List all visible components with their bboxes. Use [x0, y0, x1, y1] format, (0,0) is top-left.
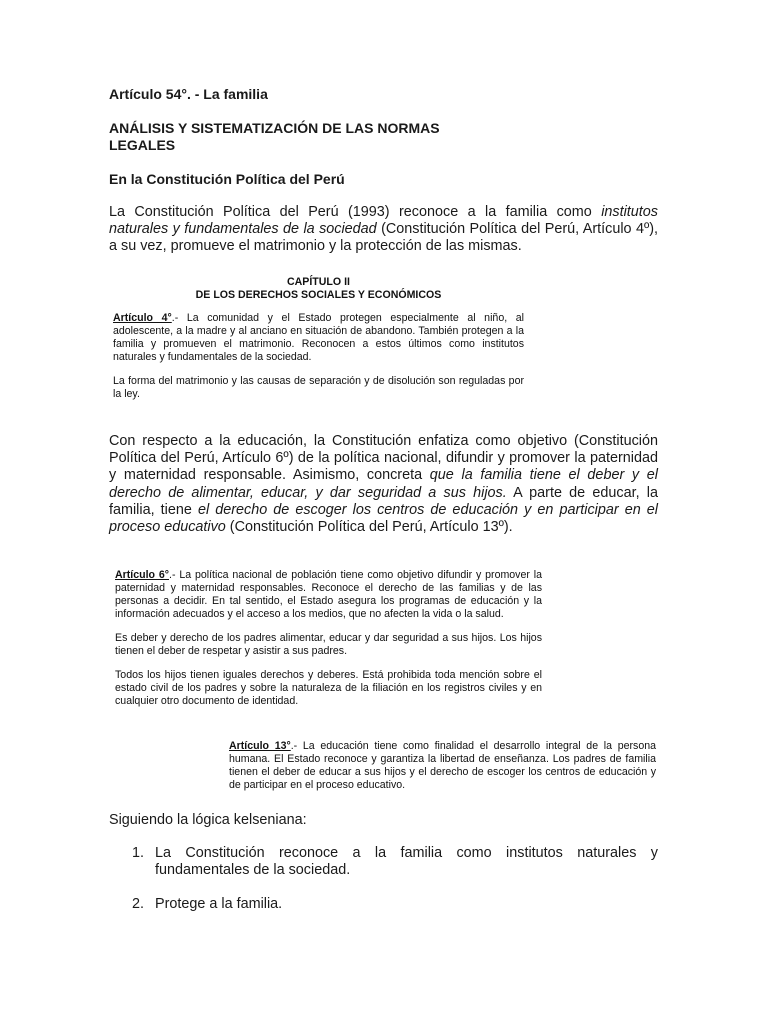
chapter-number: CAPÍTULO II: [287, 276, 350, 288]
excerpt-article-6-text-2: Es deber y derecho de los padres alimentar, educar y dar seguridad a sus hijos. Los hijos tienen el deber de respetar y asistir a sus padres.: [115, 632, 542, 657]
paragraph-intro: La Constitución Política del Perú (1993) reconoce a la familia como institutos naturales y fundamentales de la sociedad (Constitución Política del Perú, Artículo 4º), a su vez, promueve el matrimonio y la protección de las mismas.: [109, 204, 658, 255]
numbered-list: [109, 845, 658, 914]
chapter-title: [113, 276, 524, 302]
list-item-number: 2.: [132, 896, 145, 913]
excerpt-article-4-text-2: La forma del matrimonio y las causas de separación y de disolución son reguladas por la ley.: [113, 375, 524, 400]
list-item-text: Protege a la familia.: [155, 896, 283, 913]
article-4-label: Artículo 4°: [113, 312, 172, 324]
paragraph-kelsen: Siguiendo la lógica kelseniana:: [109, 812, 307, 828]
excerpt-article-6-text-3: Todos los hijos tienen iguales derechos y deberes. Está prohibida toda mención sobre el estado civil de los padres y sobre la naturaleza de la filiación en los registros civiles y en cualquier otro documento de identidad.: [115, 669, 542, 707]
article-heading: Artículo 54°. - La familia: [109, 86, 268, 102]
excerpt-article-6-text: Artículo 6°.- La política nacional de población tiene como objetivo difundir y promover la paternidad y maternidad responsables. Reconoce el derecho de las familias y de las personas a decidir. En tal sentido, el Estado asegura los programas de educación y la información adecuados y el acceso a los medios, que no afecten la vida o la salud.: [115, 569, 542, 620]
excerpt-article-6: [115, 569, 542, 708]
excerpt-article-13-text: Artículo 13°.- La educación tiene como finalidad el desarrollo integral de la persona humana. El Estado reconoce y garantiza la libertad de enseñanza. Los padres de familia tienen el deber de educar a sus hijos y el derecho de escoger los centros de educación y de participar en el proceso educativo.: [229, 740, 656, 791]
list-item-number: 1.: [132, 845, 145, 861]
excerpt-article-13: [229, 740, 656, 792]
chapter-name: DE LOS DERECHOS SOCIALES Y ECONÓMICOS: [195, 289, 442, 301]
analysis-heading: ANÁLISIS Y SISTEMATIZACIÓN DE LAS NORMAS LEGALES: [109, 120, 440, 153]
article-6-label: Artículo 6°: [115, 569, 169, 581]
list-item: [109, 896, 658, 913]
excerpt-article-4: [113, 312, 524, 401]
paragraph-education: Con respecto a la educación, la Constitución enfatiza como objetivo (Constitución Política del Perú, Artículo 6º) de la política nacional, difundir y promover la paternidad y maternidad responsable. Asimismo, concreta que la familia tiene el deber y el derecho de alimentar, educar, y dar seguridad a sus hijos. A parte de educar, la familia, tiene el derecho de escoger los centros de educación y en participar en el proceso educativo (Constitución Política del Perú, Artículo 13º).: [109, 433, 659, 536]
excerpt-article-4-text: Artículo 4°.- La comunidad y el Estado protegen especialmente al niño, al adolescente, a la madre y al anciano en situación de abandono. También protegen a la familia y promueven el matrimonio. Reconocen a estos últimos como institutos naturales y fundamentales de la sociedad.: [113, 312, 525, 363]
list-item: [109, 845, 658, 879]
constitution-heading: En la Constitución Política del Perú: [109, 171, 345, 187]
article-13-label: Artículo 13°: [229, 740, 291, 752]
list-item-text: La Constitución reconoce a la familia como institutos naturales y fundamentales de la sociedad.: [155, 845, 658, 879]
